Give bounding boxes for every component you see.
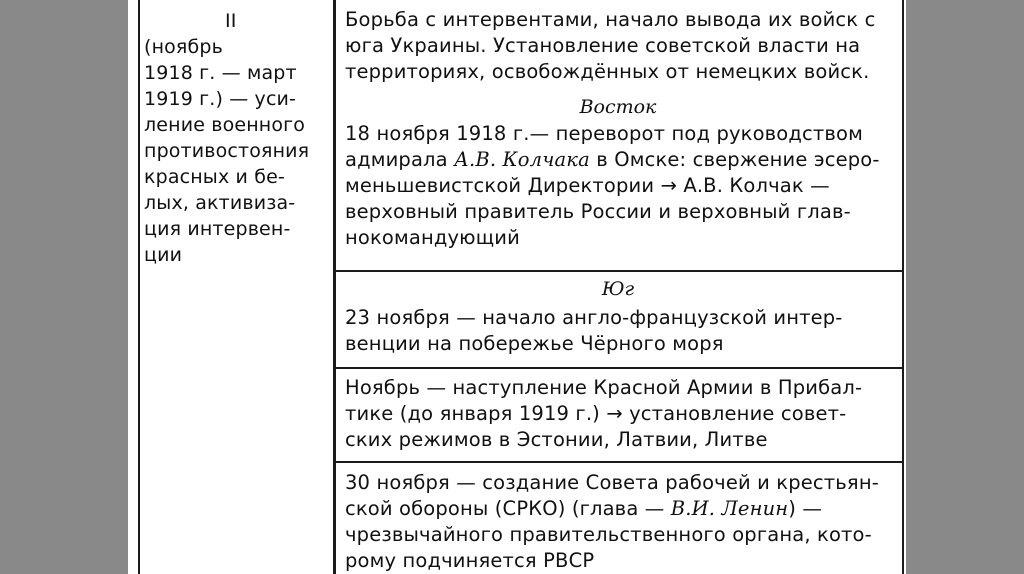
east-heading: Восток [579,96,657,118]
east-block [345,121,891,251]
text-line: 23 ноября — начало англо-французской интер- [345,306,843,329]
text-line [345,496,891,522]
period-line: 1919 г.) — уси- [144,88,297,110]
text-span: в Омске: свержение эсеро- [589,148,880,171]
right-table-border [902,0,904,574]
south-block [345,305,891,357]
text-span: ) — [788,497,823,520]
row-divider-1 [333,270,904,272]
period-line: красных и бе- [144,166,285,188]
row-divider-2 [333,367,904,369]
text-line [345,147,891,173]
period-line: (ноябрь [144,36,223,58]
document-page [128,0,906,574]
lenin-name: В.И. Ленин [670,497,789,520]
period-line: ции [144,244,183,266]
period-line: ление военного [144,114,306,136]
right-gray-band [906,0,1024,574]
text-line: 18 ноября 1918 г.— переворот под руководством [345,122,863,145]
period-line: лых, активиза- [144,192,296,214]
south-heading: Юг [601,278,635,300]
text-line: меньшевистской Директории → А.В. Колчак — [345,174,830,197]
left-gray-band [0,0,128,574]
text-line: верховный правитель России и верховный глав- [345,200,851,223]
text-line: 30 ноября — создание Совета рабочей и крестьян- [345,471,879,494]
text-line: тике (до января 1919 г.) → установление совет- [345,402,847,425]
period-line: противостояния [144,140,310,162]
text-line: юга Украины. Установление советской власти на [345,34,861,57]
text-line: Борьба с интервентами, начало вывода их войск с [345,8,876,31]
period-line: ция интервен- [144,218,291,240]
text-line: рому подчиняется РВСР [345,549,595,572]
text-line: территориях, освобождённых от немецких войск. [345,60,870,83]
column-divider [333,0,336,574]
period-cell [144,8,326,268]
text-span: адмирала [345,148,455,171]
period-number: II [225,10,237,32]
text-span: ской обороны (СРКО) (глава — [345,497,671,520]
text-line: венции на побережье Чёрного моря [345,332,724,355]
text-line: нокомандующий [345,226,520,249]
text-line: ских режимов в Эстонии, Латвии, Литве [345,428,768,451]
period-line: 1918 г. — март [144,62,297,84]
row-divider-3 [333,461,904,463]
text-line: чрезвычайного правительственного органа, кото- [345,523,872,546]
srko-block [345,470,891,574]
intervention-block [345,7,891,85]
kolchak-name: А.В. Колчака [454,148,590,171]
left-table-border [138,0,140,574]
baltic-block [345,375,891,453]
text-line: Ноябрь — наступление Красной Армии в Прибал- [345,376,863,399]
